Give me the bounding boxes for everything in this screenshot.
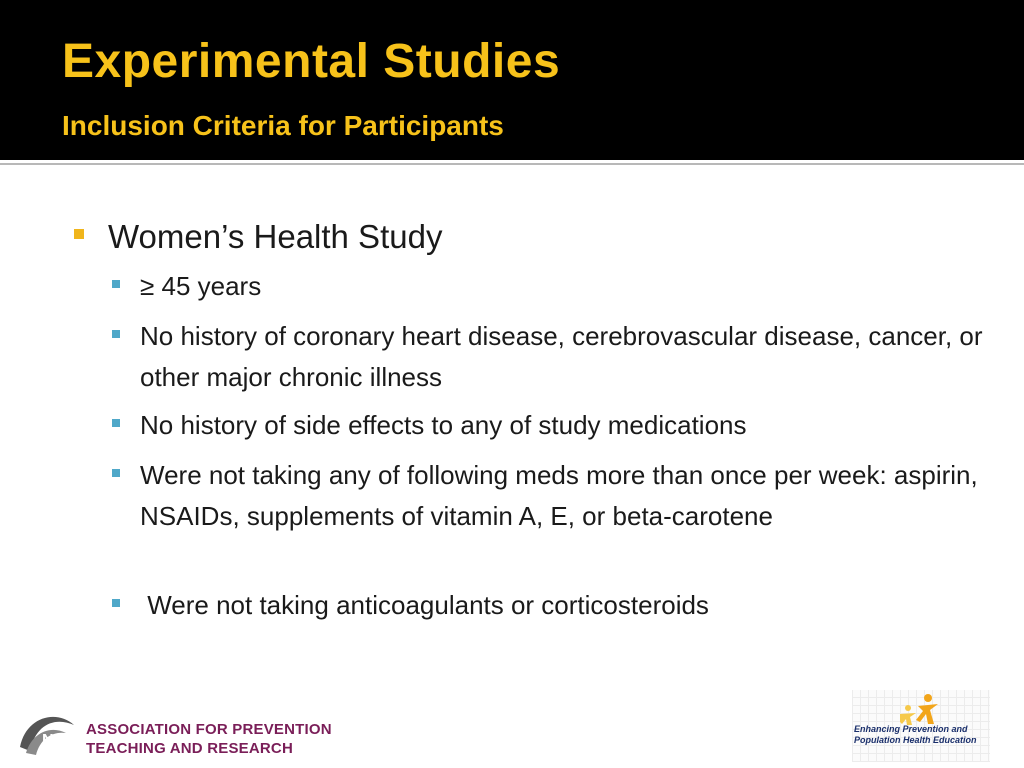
sub-bullet: [112, 316, 992, 398]
square-bullet-icon: [112, 419, 120, 427]
sub-bullet: [112, 266, 992, 307]
figures-logo-icon: [892, 692, 952, 726]
sub-bullet-text: Were not taking any of following meds more than once per week: aspirin, NSAIDs, supplements of vitamin A, E, or beta-carotene: [140, 460, 978, 531]
eppe-logo-line2: Population Health Education: [854, 735, 977, 745]
square-bullet-icon: [112, 330, 120, 338]
sub-bullet-text: No history of coronary heart disease, cerebrovascular disease, cancer, or other major chronic illness: [140, 321, 983, 392]
square-bullet-icon: [112, 469, 120, 477]
eppe-logo-line1: Enhancing Prevention and: [854, 724, 968, 734]
slide-title: Experimental Studies: [62, 35, 561, 88]
aptr-swoosh-icon: [16, 707, 78, 759]
eppe-logo: [852, 690, 990, 762]
svg-text:N: N: [42, 732, 54, 749]
square-bullet-icon: [74, 229, 84, 239]
sub-bullet: [112, 405, 992, 446]
sub-bullet: [112, 455, 992, 537]
square-bullet-icon: [112, 280, 120, 288]
square-bullet-icon: [112, 599, 120, 607]
header-divider: [0, 160, 1024, 168]
sub-bullet-text: No history of side effects to any of study medications: [140, 410, 747, 440]
slide-header: [0, 0, 1024, 160]
aptr-logo: [16, 705, 346, 761]
aptr-logo-line2: TEACHING AND RESEARCH: [86, 740, 293, 757]
sub-bullet-text: Were not taking anticoagulants or corticosteroids: [140, 590, 709, 620]
main-bullet-text: Women’s Health Study: [108, 218, 443, 255]
sub-bullet: [112, 585, 992, 626]
sub-bullet-text: ≥ 45 years: [140, 271, 262, 301]
slide-subtitle: Inclusion Criteria for Participants: [62, 110, 504, 141]
aptr-logo-line1: ASSOCIATION FOR PREVENTION: [86, 721, 332, 738]
